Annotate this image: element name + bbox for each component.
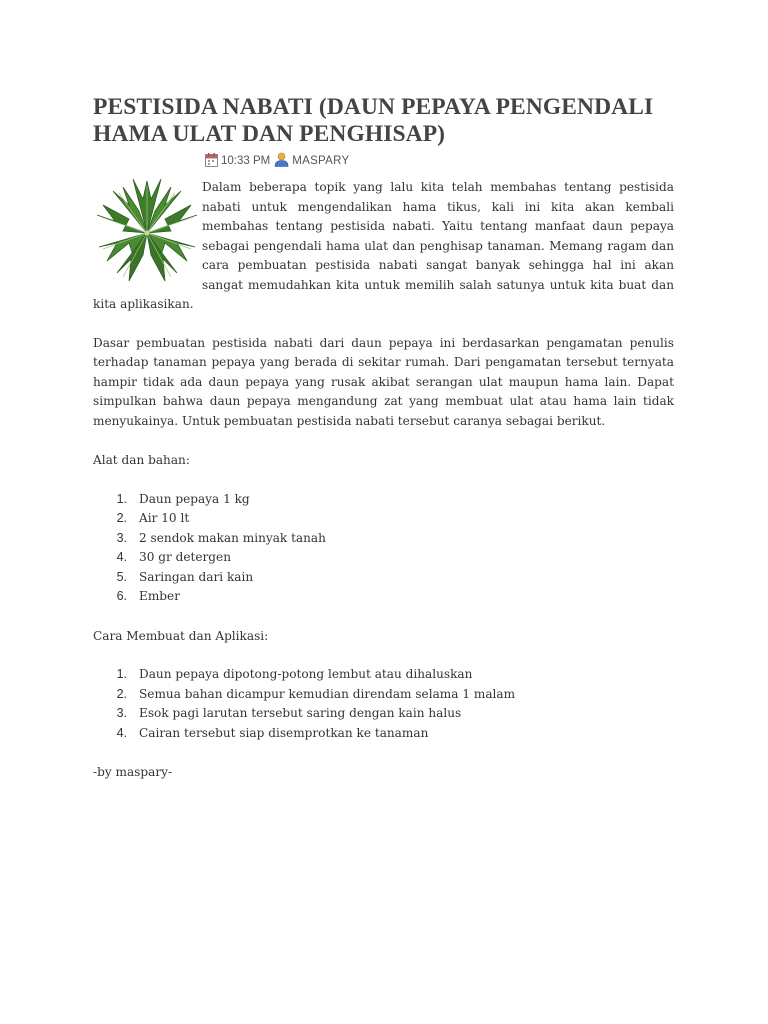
list-number: 2. xyxy=(116,686,127,701)
list-item xyxy=(93,587,674,607)
list-number: 1. xyxy=(116,667,127,681)
materials-list xyxy=(93,490,674,607)
list-item xyxy=(93,704,674,724)
papaya-leaf-image xyxy=(93,177,201,285)
list-item-text: Air 10 lt xyxy=(139,511,190,525)
steps-list xyxy=(93,665,674,743)
list-item-text: Daun pepaya 1 kg xyxy=(139,491,250,506)
list-number: 6. xyxy=(116,589,127,603)
list-item xyxy=(93,509,674,529)
list-number: 5. xyxy=(116,569,127,584)
list-item-text: Daun pepaya dipotong-potong lembut atau dihaluskan xyxy=(139,667,473,681)
list-number: 1. xyxy=(116,491,127,506)
list-item-text: Ember xyxy=(139,589,180,603)
signature: -by maspary- xyxy=(93,765,173,779)
list-item-text: Cairan tersebut siap disemprotkan ke tanaman xyxy=(139,725,429,740)
list-item xyxy=(93,568,674,588)
list-item xyxy=(93,548,674,568)
list-number: 3. xyxy=(116,706,127,720)
article-title: PESTISIDA NABATI (DAUN PEPAYA PENGENDALI HAMA ULAT DAN PENGHISAP) xyxy=(93,94,654,147)
list-number: 4. xyxy=(116,550,127,564)
article xyxy=(93,94,674,783)
list-number: 2. xyxy=(116,511,127,525)
intro-paragraph xyxy=(93,178,674,315)
body-paragraph: Dasar pembuatan pestisida nabati dari daun pepaya ini berdasarkan pengamatan penulis terhadap tanaman pepaya yang berada di sekitar rumah. Dari pengamatan tersebut ternyata hampir tidak ada daun pepaya yang rusak akibat serangan ulat maupun hama lain. Dapat simpulkan bahwa daun pepaya mengandung zat yang membuat ulat atau hama lain tidak menyukainya. Untuk pembuatan pestisida nabati tersebut caranya sebagai berikut. xyxy=(93,335,674,428)
user-icon xyxy=(274,152,289,170)
list-item xyxy=(93,685,674,705)
calendar-icon xyxy=(205,153,218,170)
list-item-text: Esok pagi larutan tersebut saring dengan kain halus xyxy=(139,706,462,720)
list-item-text: Saringan dari kain xyxy=(139,569,254,584)
post-meta xyxy=(205,152,674,170)
post-time: 10:33 PM xyxy=(221,155,271,167)
materials-heading: Alat dan bahan: xyxy=(93,453,190,467)
intro-text: Dalam beberapa topik yang lalu kita telah membahas tentang pestisida nabati untuk mengendalikan hama tikus, kali ini kita akan kembali membahas tentang pestisida nabati. Yaitu tentang manfaat daun pepaya sebagai pengendali hama ulat dan penghisap tanaman. Memang ragam dan cara pembuatan pestisida nabati sangat banyak sehingga hal ini akan sangat memudahkan kita untuk memilih salah satunya untuk kita buat dan kita aplikasikan. xyxy=(93,180,674,311)
list-number: 3. xyxy=(116,530,127,545)
post-author[interactable]: MASPARY xyxy=(292,155,350,167)
list-item-text: 2 sendok makan minyak tanah xyxy=(139,530,326,545)
list-item xyxy=(93,490,674,510)
list-item xyxy=(93,724,674,744)
list-number: 4. xyxy=(116,725,127,740)
steps-heading: Cara Membuat dan Aplikasi: xyxy=(93,628,269,643)
list-item-text: 30 gr detergen xyxy=(139,550,231,564)
list-item-text: Semua bahan dicampur kemudian direndam selama 1 malam xyxy=(139,686,516,701)
list-item xyxy=(93,529,674,549)
list-item xyxy=(93,665,674,685)
